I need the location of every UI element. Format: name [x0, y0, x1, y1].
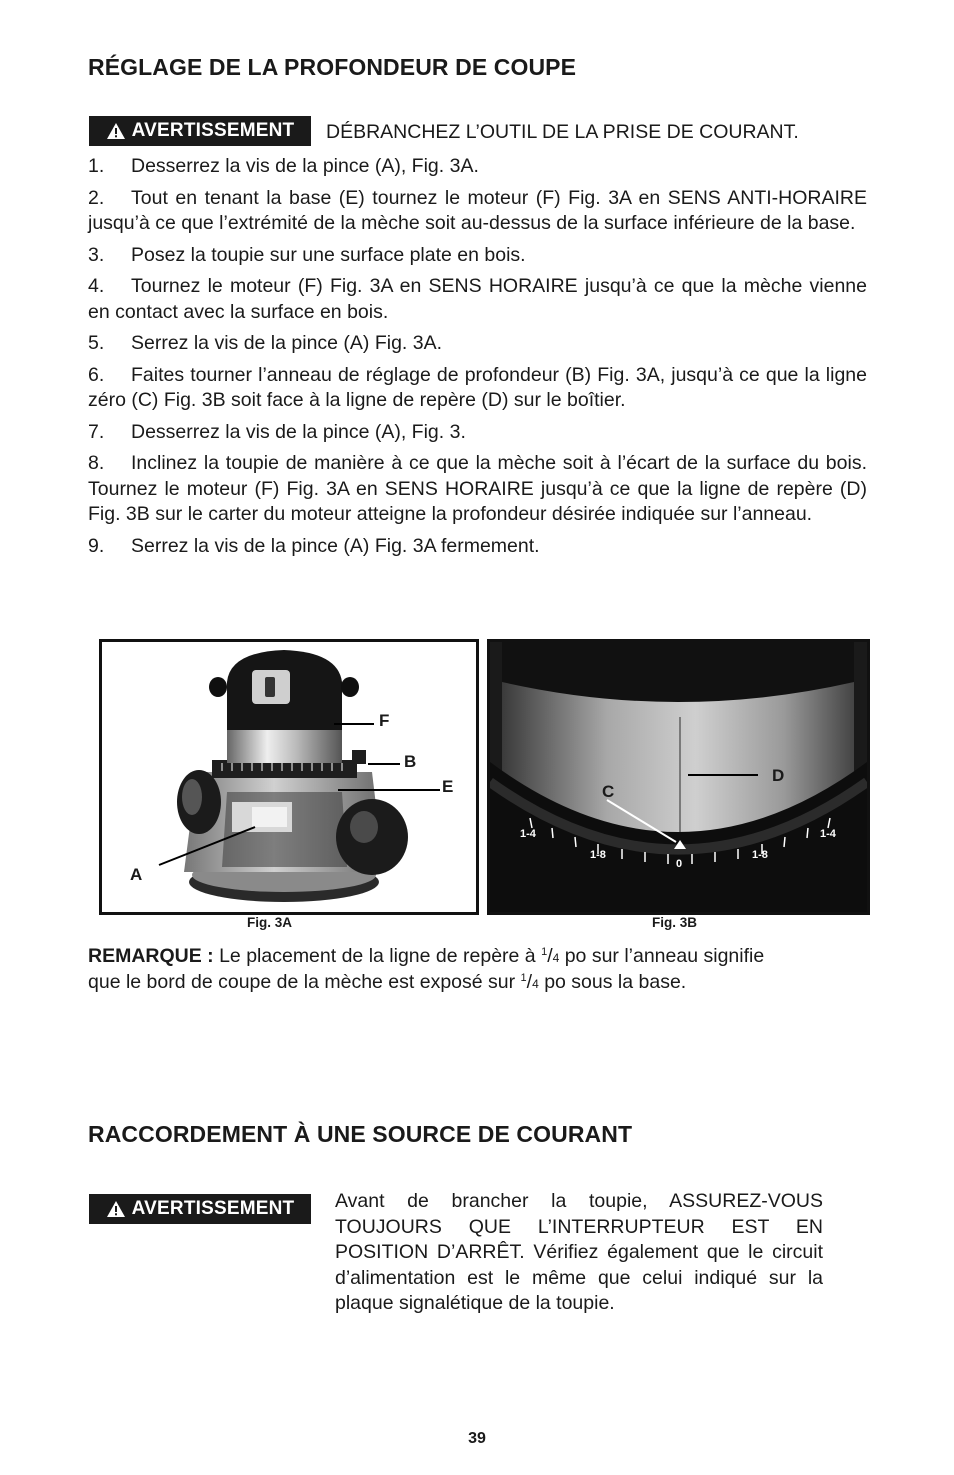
- step-number: 4.: [88, 275, 105, 297]
- fraction-denominator: 4: [552, 951, 560, 965]
- step-item: [88, 331, 867, 357]
- step-text: Inclinez la toupie de manière à ce que la mèche soit à l’écart de la surface du bois. Tournez le moteur (F) Fig. 3A en SENS HORAIRE jusqu’à ce que la ligne de repère (D) Fig. 3B sur le carter du moteur atteigne la profondeur désirée indiquée sur l’anneau.: [88, 452, 867, 525]
- fraction-numerator: 1: [541, 946, 548, 958]
- section-title-depth: RÉGLAGE DE LA PROFONDEUR DE COUPE: [88, 54, 577, 80]
- figure-3b: [487, 639, 870, 915]
- scale-label-left-1-8: 1-8: [590, 849, 606, 861]
- scale-label-right-1-4: 1-4: [820, 828, 836, 840]
- callout-f: F: [379, 711, 390, 730]
- step-number: 1.: [88, 155, 105, 177]
- scale-label-left-1-4: 1-4: [520, 828, 536, 840]
- router-illustration: [102, 642, 476, 912]
- depth-scale-closeup: [490, 642, 867, 912]
- warning-icon: [106, 122, 126, 140]
- step-number: 8.: [88, 452, 105, 474]
- warning-badge: [89, 116, 311, 146]
- callout-e: E: [442, 777, 454, 796]
- step-text: Posez la toupie sur une surface plate en bois.: [131, 243, 526, 266]
- note-text: Le placement de la ligne de repère à: [213, 945, 542, 967]
- step-text: Serrez la vis de la pince (A) Fig. 3A fermement.: [131, 534, 540, 557]
- step-text: Desserrez la vis de la pince (A), Fig. 3A.: [131, 155, 479, 177]
- note-paragraph: [88, 944, 867, 995]
- step-text: Serrez la vis de la pince (A) Fig. 3A.: [131, 332, 443, 354]
- warning-icon: [106, 1200, 126, 1218]
- note-label: REMARQUE :: [88, 945, 214, 967]
- note-text: po sous la base.: [538, 970, 687, 993]
- step-text: Faites tourner l’anneau de réglage de profondeur (B) Fig. 3A, jusqu’à ce que la ligne zéro (C) Fig. 3B soit face à la ligne de repère (D) sur le boîtier.: [88, 363, 867, 411]
- caption-fig-3a: Fig. 3A: [247, 915, 293, 930]
- step-number: 9.: [88, 534, 105, 557]
- step-item: [88, 420, 867, 446]
- warning-label: AVERTISSEMENT: [131, 1198, 295, 1219]
- step-number: 6.: [88, 363, 105, 386]
- figure-3a: [99, 639, 479, 915]
- step-number: 7.: [88, 420, 105, 443]
- callout-d: D: [772, 766, 785, 785]
- step-item: [88, 534, 867, 560]
- warning-label: AVERTISSEMENT: [131, 120, 295, 141]
- step-text: Desserrez la vis de la pince (A), Fig. 3.: [131, 420, 466, 443]
- note-line-2: que le bord de coupe de la mèche est exposé sur $^1$/4 po sous la base.: [88, 970, 687, 993]
- page-number: 39: [468, 1430, 486, 1447]
- step-text: Tournez le moteur (F) Fig. 3A en SENS HORAIRE jusqu’à ce que la mèche vienne en contact avec la surface en bois.: [88, 275, 867, 323]
- callout-b: B: [404, 752, 417, 771]
- note-text: que le bord de coupe de la mèche est exposé sur: [88, 970, 521, 993]
- step-list: [88, 154, 867, 559]
- callout-c: C: [602, 782, 615, 801]
- note-line-1: REMARQUE : Le placement de la ligne de repère à $^1$/4 po sur l’anneau signifie: [88, 945, 765, 967]
- step-item: [88, 451, 867, 528]
- step-item: [88, 154, 867, 180]
- warning-text: DÉBRANCHEZ L’OUTIL DE LA PRISE DE COURANT.: [326, 121, 799, 143]
- fraction-numerator: 1: [520, 971, 527, 984]
- fraction-denominator: 4: [532, 976, 539, 991]
- callout-a: A: [130, 865, 143, 884]
- note-text: po sur l’anneau signifie: [559, 945, 765, 967]
- step-item: [88, 243, 867, 269]
- step-item: [88, 363, 867, 414]
- scale-label-zero: 0: [676, 858, 683, 870]
- step-text: Tout en tenant la base (E) tournez le moteur (F) Fig. 3A en SENS ANTI-HORAIRE jusqu’à ce que l’extrémité de la mèche soit au-dessus de la surface inférieure de la base.: [88, 186, 867, 234]
- warning-badge: [89, 1194, 311, 1224]
- power-warning-text: Avant de brancher la toupie, ASSUREZ-VOUS TOUJOURS QUE L’INTERRUPTEUR EST EN POSITION D’ARRÊT. Vérifiez également que le circuit d’alimentation est le même que celui indiqué sur la plaque signalétique de la toupie.: [335, 1190, 823, 1314]
- step-number: 2.: [88, 186, 105, 209]
- section-title-power: RACCORDEMENT À UNE SOURCE DE COURANT: [88, 1121, 633, 1147]
- scale-label-right-1-8: 1-8: [752, 849, 768, 861]
- step-item: [88, 274, 867, 325]
- step-item: [88, 186, 867, 237]
- step-number: 3.: [88, 243, 105, 266]
- caption-fig-3b: Fig. 3B: [652, 915, 698, 930]
- step-number: 5.: [88, 332, 105, 354]
